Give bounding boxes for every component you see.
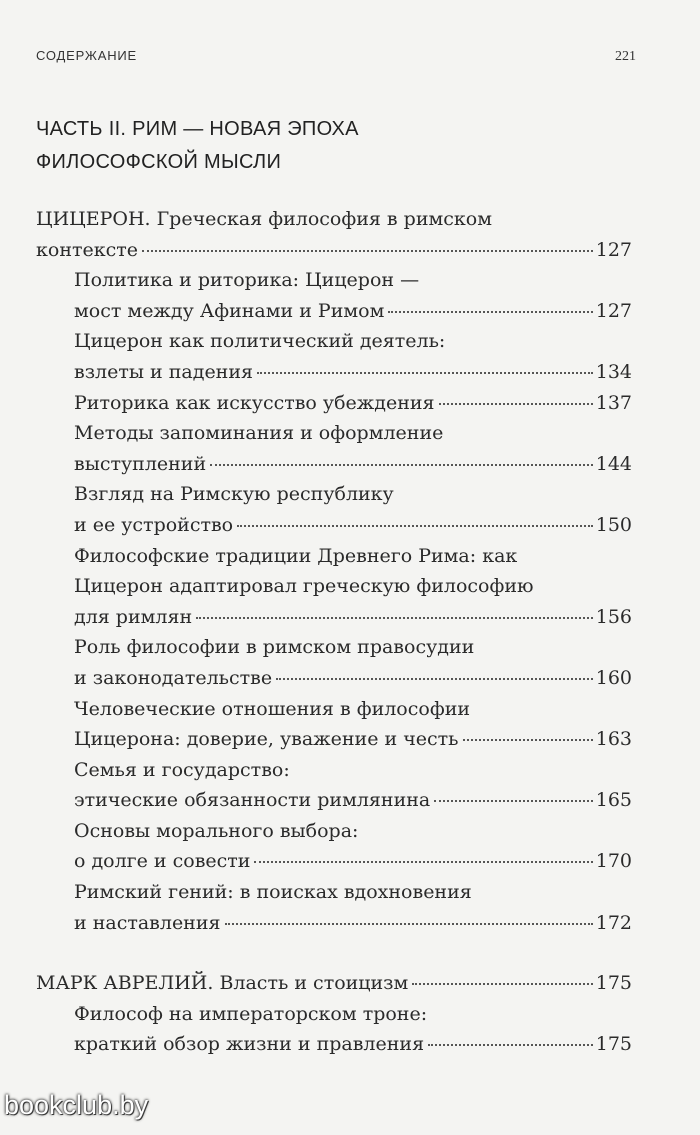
dot-leader	[254, 861, 592, 863]
toc-entry[interactable]	[36, 816, 632, 877]
toc-entry-title: о долге и совести	[74, 850, 251, 873]
dot-leader	[210, 464, 593, 466]
toc-entry-title: взлеты и падения	[74, 360, 253, 383]
running-header	[36, 48, 636, 65]
toc-entry[interactable]	[36, 265, 632, 326]
toc-entry[interactable]	[36, 632, 632, 693]
toc-entry[interactable]	[36, 999, 632, 1060]
toc-entry-title: и законодательстве	[74, 666, 273, 689]
toc-entry[interactable]	[36, 877, 632, 938]
toc-entry-title: Взгляд на Римскую республику	[74, 483, 394, 506]
dot-leader	[276, 678, 593, 680]
toc-page-number: 127	[595, 299, 632, 322]
toc-entry-title: МАРК АВРЕЛИЙ. Власть и стоицизм	[36, 972, 409, 995]
dot-leader	[463, 739, 593, 741]
toc-entry-title: Основы морального выбора:	[74, 819, 359, 842]
toc-entry-title: Методы запоминания и оформление	[74, 422, 444, 445]
toc-page-number: 137	[595, 391, 632, 414]
toc-entry-title: Человеческие отношения в философии	[74, 697, 471, 720]
section-gap	[36, 938, 632, 968]
dot-leader	[388, 311, 592, 313]
toc-page-number: 163	[595, 728, 632, 751]
toc-entry-title: Семья и государство:	[74, 758, 290, 781]
toc-page-number: 160	[595, 666, 632, 689]
toc-entry-title: Цицерон как политический деятель:	[74, 330, 446, 353]
dot-leader	[412, 983, 592, 985]
toc-page-number: 175	[595, 1033, 632, 1056]
toc-page-number: 134	[595, 360, 632, 383]
toc-entry[interactable]	[36, 694, 632, 755]
page-number: 221	[615, 49, 636, 64]
toc-entry-title: контексте	[36, 238, 139, 261]
dot-leader	[237, 525, 593, 527]
part-heading-line-1: ЧАСТЬ II. РИМ — НОВАЯ ЭПОХА	[36, 118, 359, 140]
toc-entry-title: Цицерона: доверие, уважение и честь	[74, 728, 459, 751]
dot-leader	[434, 800, 592, 802]
toc-entry-title: краткий обзор жизни и правления	[74, 1033, 425, 1056]
toc-entry[interactable]	[36, 479, 632, 540]
toc-page-number: 175	[595, 972, 632, 995]
dot-leader	[257, 372, 593, 374]
dot-leader	[428, 1044, 593, 1046]
toc-entry-title: и ее устройство	[74, 513, 234, 536]
toc-page-number: 156	[595, 605, 632, 628]
section-title: СОДЕРЖАНИЕ	[36, 48, 138, 63]
dot-leader	[196, 617, 593, 619]
toc-chapter-marcus-aurelius[interactable]	[36, 968, 632, 999]
watermark: bookclub.by	[4, 1090, 149, 1120]
toc-entry-title: Цицерон адаптировал греческую философию	[74, 575, 534, 598]
toc-entry[interactable]	[36, 388, 632, 419]
toc-chapter-cicero[interactable]	[36, 204, 632, 265]
toc-entry-title: мост между Афинами и Римом	[74, 299, 385, 322]
toc-page-number: 127	[595, 238, 632, 261]
toc-entry[interactable]	[36, 541, 632, 633]
toc-entry-title: и наставления	[74, 911, 221, 934]
table-of-contents	[36, 204, 632, 1060]
dot-leader	[225, 923, 593, 925]
dot-leader	[439, 403, 593, 405]
dot-leader	[142, 250, 593, 252]
toc-page-number: 165	[595, 789, 632, 812]
toc-entry[interactable]	[36, 326, 632, 387]
toc-entry-title: Политика и риторика: Цицерон —	[74, 269, 420, 292]
toc-entry[interactable]	[36, 755, 632, 816]
toc-entry[interactable]	[36, 418, 632, 479]
toc-page-number: 170	[595, 850, 632, 873]
part-heading-line-2: ФИЛОСОФСКОЙ МЫСЛИ	[36, 151, 282, 173]
toc-entry-title: ЦИЦЕРОН. Греческая философия в римском	[36, 208, 493, 230]
toc-page-number: 144	[595, 452, 632, 475]
toc-entry-title: выступлений	[74, 452, 207, 475]
toc-entry-title: для римлян	[74, 605, 193, 628]
toc-entry-title: Римский гений: в поисках вдохновения	[74, 881, 472, 904]
toc-page-number: 150	[595, 513, 632, 536]
part-heading	[36, 113, 596, 179]
toc-page-number: 172	[595, 911, 632, 934]
toc-entry-title: Роль философии в римском правосудии	[74, 636, 475, 659]
toc-entry-title: Риторика как искусство убеждения	[74, 391, 435, 414]
toc-entry-title: Философ на императорском троне:	[74, 1002, 428, 1025]
toc-entry-title: этические обязанности римлянина	[74, 789, 431, 812]
toc-entry-title: Философские традиции Древнего Рима: как	[74, 544, 518, 567]
